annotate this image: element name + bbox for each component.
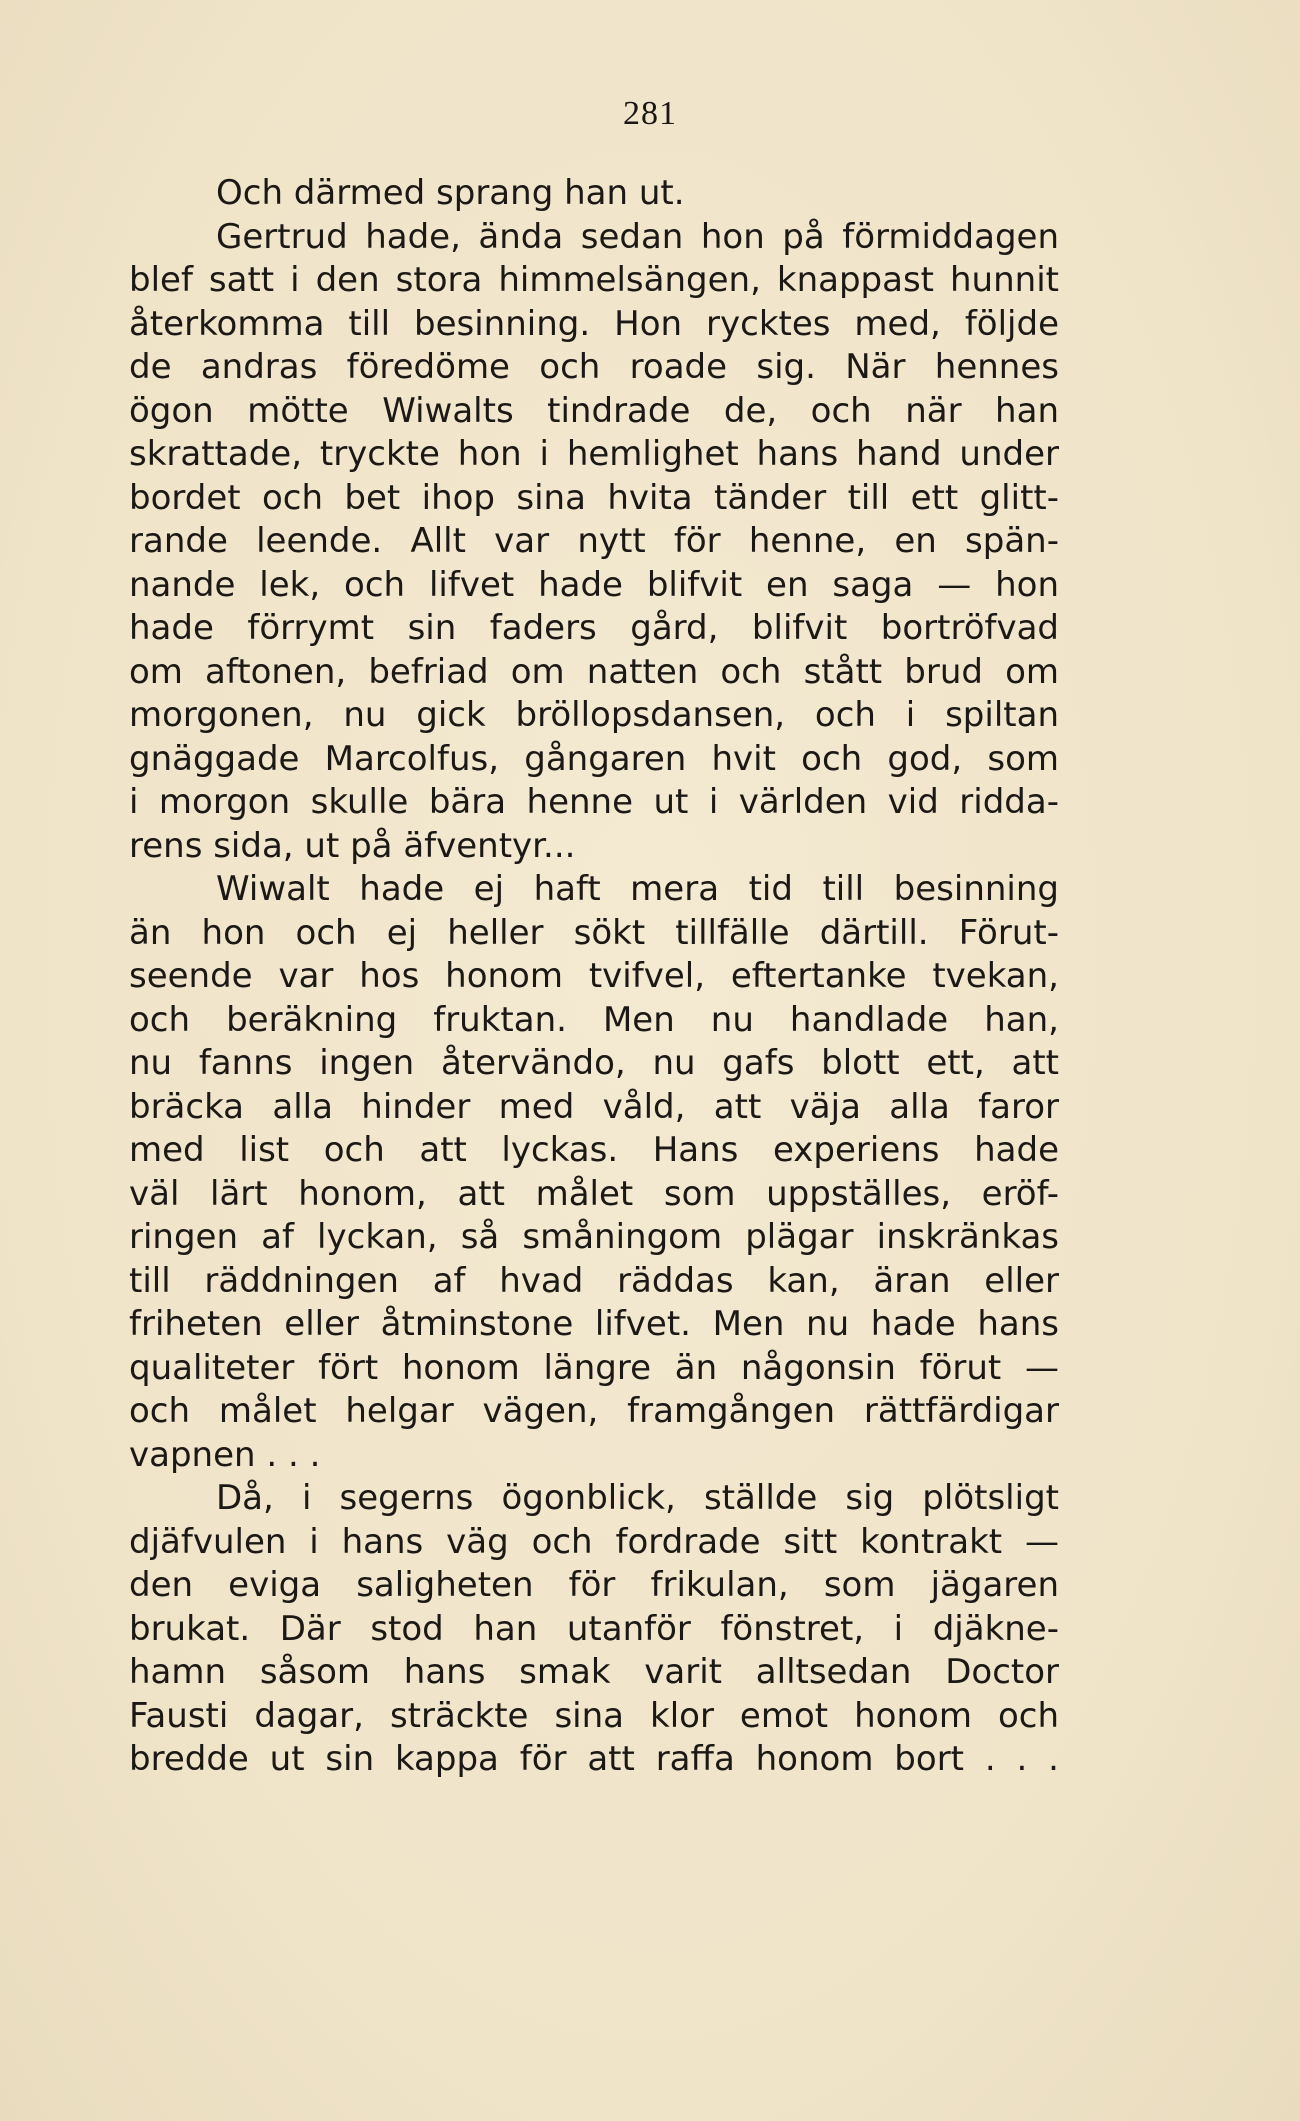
text-line: med list och att lyckas. Hans experiens hade bbox=[129, 1130, 1059, 1170]
text-line: nande lek, och lifvet hade blifvit en saga — hon bbox=[129, 564, 1059, 605]
text-line: bordet och bet ihop sina hvita tänder till ett glitt- bbox=[129, 477, 1059, 518]
text-line: ringen af lyckan, så småningom plägar inskränkas bbox=[129, 1217, 1059, 1257]
text-line: morgonen, nu gick bröllopsdansen, och i spiltan bbox=[129, 695, 1059, 735]
text-line: i morgon skulle bära henne ut i världen vid ridda- bbox=[129, 782, 1059, 822]
text-line: Fausti dagar, sträckte sina klor emot honom och bbox=[129, 1695, 1059, 1736]
text-line: skrattade, tryckte hon i hemlighet hans hand under bbox=[129, 434, 1059, 474]
text-line: Gertrud hade, ända sedan hon på förmiddagen bbox=[216, 216, 1059, 257]
text-line: ögon mötte Wiwalts tindrade de, och när han bbox=[129, 390, 1059, 431]
text-line: väl lärt honom, att målet som uppställes, eröf- bbox=[129, 1173, 1059, 1214]
text-line: Och därmed sprang han ut. bbox=[216, 173, 685, 213]
text-line: till räddningen af hvad räddas kan, äran eller bbox=[129, 1260, 1059, 1301]
text-line: bredde ut sin kappa för att raffa honom bort . . . bbox=[129, 1739, 1059, 1779]
page-number: 281 bbox=[623, 95, 677, 132]
text-line: om aftonen, befriad om natten och stått brud om bbox=[129, 651, 1059, 692]
text-line: hade förrymt sin faders gård, blifvit bortröfvad bbox=[129, 608, 1059, 648]
text-line: nu fanns ingen återvändo, nu gafs blott ett, att bbox=[129, 1043, 1059, 1083]
text-line: seende var hos honom tvifvel, eftertanke tvekan, bbox=[129, 956, 1059, 996]
text-line: djäfvulen i hans väg och fordrade sitt kontrakt — bbox=[129, 1521, 1059, 1562]
text-line: brukat. Där stod han utanför fönstret, i djäkne- bbox=[129, 1608, 1059, 1649]
text-line: och målet helgar vägen, framgången rättfärdigar bbox=[129, 1391, 1059, 1431]
text-line: Då, i segerns ögonblick, ställde sig plötsligt bbox=[216, 1478, 1059, 1518]
text-line: bräcka alla hinder med våld, att väja alla faror bbox=[129, 1086, 1059, 1127]
text-line: rens sida, ut på äfventyr... bbox=[129, 825, 576, 866]
text-line: än hon och ej heller sökt tillfälle därtill. Förut- bbox=[129, 912, 1059, 953]
text-line: den eviga saligheten för frikulan, som jägaren bbox=[129, 1565, 1059, 1605]
body-text bbox=[129, 172, 1059, 1782]
text-line: gnäggade Marcolfus, gångaren hvit och god, som bbox=[129, 738, 1059, 779]
text-line: blef satt i den stora himmelsängen, knappast hunnit bbox=[129, 260, 1059, 300]
text-line: vapnen . . . bbox=[129, 1434, 321, 1475]
text-line: hamn såsom hans smak varit alltsedan Doctor bbox=[129, 1652, 1059, 1692]
text-line: rande leende. Allt var nytt för henne, en spän- bbox=[129, 521, 1059, 561]
text-line: friheten eller åtminstone lifvet. Men nu hade hans bbox=[129, 1304, 1059, 1344]
text-line: de andras föredöme och roade sig. När hennes bbox=[129, 347, 1059, 387]
text-line: återkomma till besinning. Hon rycktes med, följde bbox=[129, 303, 1059, 344]
text-line: Wiwalt hade ej haft mera tid till besinning bbox=[216, 869, 1059, 909]
text-line: qualiteter fört honom längre än någonsin förut — bbox=[129, 1347, 1059, 1388]
text-line: och beräkning fruktan. Men nu handlade han, bbox=[129, 999, 1059, 1040]
